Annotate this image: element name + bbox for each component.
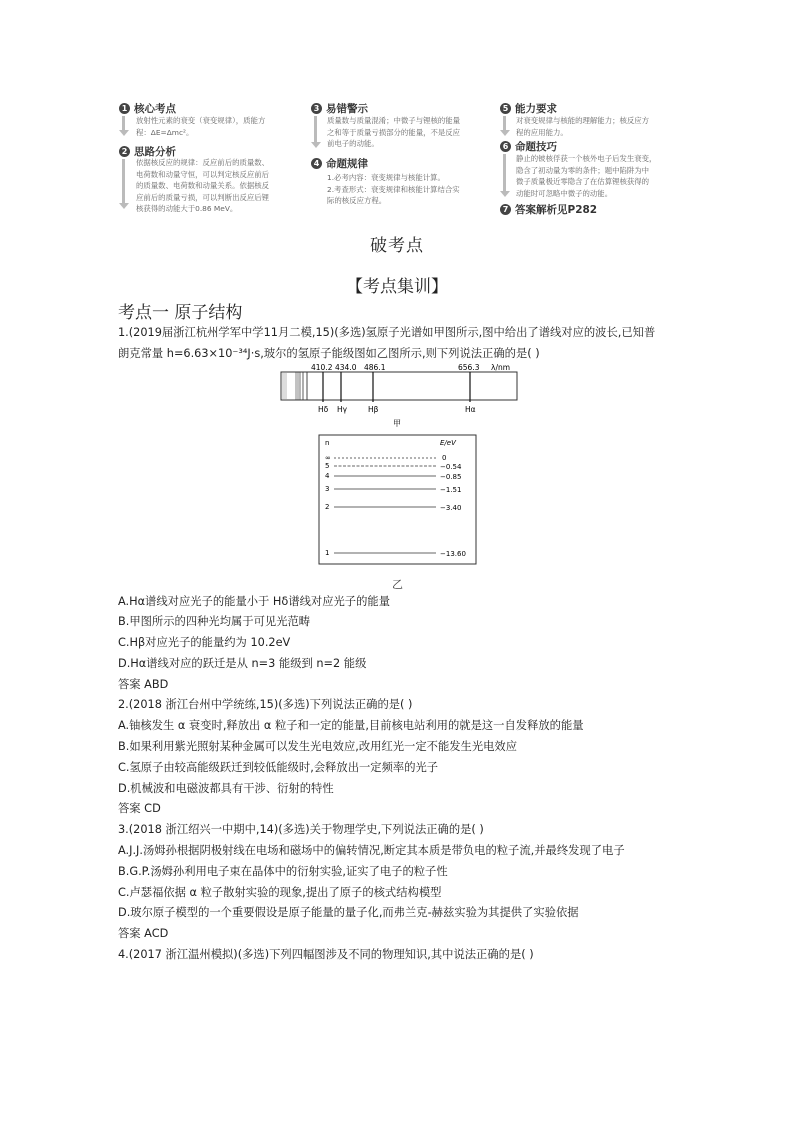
figure-caption: 乙 (392, 578, 403, 591)
down-arrow-icon (119, 203, 129, 209)
step-4-icon: 4 (311, 158, 322, 169)
down-arrow-icon (500, 191, 510, 197)
energy-level-figure (318, 434, 478, 566)
wavelength-label: 434.0 (335, 363, 357, 372)
line-label: Hγ (337, 405, 348, 414)
q2-stem: 2.(2018 浙江台州中学统练,15)(多选)下列说法正确的是( ) (118, 698, 413, 711)
down-arrow-icon (311, 142, 321, 148)
q3-answer: 答案 ACD (118, 927, 169, 940)
q2-answer: 答案 CD (118, 802, 161, 815)
q1-option-b: B.甲图所示的四种光均属于可见光范畴 (118, 615, 311, 628)
arrow-connector (122, 116, 125, 130)
page-title: 破考点 (370, 236, 424, 256)
step-2-icon: 2 (119, 146, 130, 157)
step-1-icon: 1 (119, 103, 130, 114)
q1-stem-line2: 朗克常量 h=6.63×10⁻³⁴J·s,玻尔的氢原子能级图如乙图所示,则下列说法正确的是( ) (118, 347, 540, 360)
svg-text:4: 4 (325, 472, 330, 480)
svg-text:−0.54: −0.54 (440, 463, 462, 471)
technique-text: 静止的铍核俘获一个核外电子后发生衰变， 隐含了初动量为零的条件；题中陷阱为中 微子质量极近零隐含了在估算锂核获得的 动能时可忽略中微子的动能。 (516, 154, 657, 198)
page-subtitle: 【考点集训】 (346, 277, 448, 297)
q1-option-c: C.Hβ对应光子的能量约为 10.2eV (118, 636, 291, 649)
svg-text:3: 3 (325, 485, 330, 493)
step-6-icon: 6 (500, 141, 511, 152)
q3-option-c: C.卢瑟福依据 α 粒子散射实验的现象,提出了原子的核式结构模型 (118, 886, 442, 899)
svg-text:−13.60: −13.60 (440, 550, 466, 558)
ability-text: 对衰变规律与核能的理解能力；核反应方 程的应用能力。 (516, 116, 650, 137)
q1-answer: 答案 ABD (118, 678, 169, 691)
q1-stem-line1: 1.(2019届浙江杭州学军中学11月二模,15)(多选)氢原子光谱如甲图所示,图中给出了谱线对应的波长,已知普 (118, 326, 656, 339)
arrow-connector (314, 116, 317, 142)
arrow-connector (122, 159, 125, 203)
figure-caption: 甲 (393, 419, 401, 428)
q4-stem: 4.(2017 浙江温州模拟)(多选)下列四幅图涉及不同的物理知识,其中说法正确的是( ) (118, 948, 534, 961)
ability-heading: 5 能力要求 (500, 101, 557, 116)
pattern-heading: 4 命题规律 (311, 156, 368, 171)
wavelength-unit: λ/nm (491, 363, 511, 372)
technique-heading: 6 命题技巧 (500, 139, 557, 154)
svg-text:E/eV: E/eV (440, 439, 456, 447)
analysis-heading: 2 思路分析 (119, 144, 176, 159)
down-arrow-icon (500, 130, 510, 136)
q2-option-b: B.如果利用紫光照射某种金属可以发生光电效应,改用红光一定不能发生光电效应 (118, 740, 518, 753)
q1-option-d: D.Hα谱线对应的跃迁是从 n=3 能级到 n=2 能级 (118, 657, 367, 670)
svg-text:1: 1 (325, 549, 330, 557)
answer-ref-heading: 7 答案解析见P282 (500, 202, 597, 217)
pitfall-heading: 3 易错警示 (311, 101, 368, 116)
svg-text:2: 2 (325, 503, 330, 511)
spectrum-figure (280, 362, 520, 432)
q3-option-b: B.G.P.汤姆孙利用电子束在晶体中的衍射实验,证实了电子的粒子性 (118, 865, 448, 878)
core-topic-heading: 1 核心考点 (119, 101, 176, 116)
core-topic-text: 放射性元素的衰变（衰变规律），质能方 程：ΔE=Δmc²。 (136, 116, 266, 137)
q2-option-d: D.机械波和电磁波都具有干涉、衍射的特性 (118, 782, 334, 795)
svg-text:0: 0 (442, 454, 447, 462)
svg-text:−1.51: −1.51 (440, 486, 462, 494)
q2-option-a: A.铀核发生 α 衰变时,释放出 α 粒子和一定的能量,目前核电站利用的就是这一自发释放的能量 (118, 719, 584, 732)
down-arrow-icon (119, 130, 129, 136)
svg-text:−3.40: −3.40 (440, 504, 462, 512)
arrow-connector (503, 154, 506, 191)
section-heading: 考点一 原子结构 (118, 303, 243, 323)
wavelength-label: 486.1 (364, 363, 386, 372)
svg-text:n: n (325, 439, 330, 447)
step-5-icon: 5 (500, 103, 511, 114)
line-label: Hβ (368, 405, 379, 414)
step-3-icon: 3 (311, 103, 322, 114)
wavelength-label: 410.2 (311, 363, 333, 372)
line-label: Hα (465, 405, 476, 414)
q2-option-c: C.氢原子由较高能级跃迁到较低能级时,会释放出一定频率的光子 (118, 761, 439, 774)
pattern-text: 1.必考内容：衰变规律与核能计算。 2.考查形式：衰变规律和核能计算结合实 际的核反应方程。 (327, 173, 460, 205)
step-7-icon: 7 (500, 204, 511, 215)
analysis-text: 依据核反应的规律：反应前后的质量数、 电荷数和动量守恒，可以判定核反应前后 的质量数、电荷数和动量关系。依据核反 应前后的质量亏损，可以判断出反应后锂 核获得的动能大于0.86 MeV。 (136, 158, 270, 213)
q3-stem: 3.(2018 浙江绍兴一中期中,14)(多选)关于物理学史,下列说法正确的是( ) (118, 823, 484, 836)
q3-option-a: A.J.J.汤姆孙根据阴极射线在电场和磁场中的偏转情况,断定其本质是带负电的粒子流,并最终发现了电子 (118, 844, 625, 857)
q3-option-d: D.玻尔原子模型的一个重要假设是原子能量的量子化,而弗兰克-赫兹实验为其提供了实验依据 (118, 906, 579, 919)
arrow-connector (503, 116, 506, 130)
line-label: Hδ (318, 405, 329, 414)
svg-text:5: 5 (325, 462, 330, 470)
svg-text:−0.85: −0.85 (440, 473, 462, 481)
q1-option-a: A.Hα谱线对应光子的能量小于 Hδ谱线对应光子的能量 (118, 595, 390, 608)
wavelength-label: 656.3 (458, 363, 480, 372)
pitfall-text: 质量数与质量混淆；中微子与锂核的能量 之和等于质量亏损部分的能量，不是反应 前电子的动能。 (327, 116, 461, 148)
svg-text:∞: ∞ (325, 454, 331, 462)
